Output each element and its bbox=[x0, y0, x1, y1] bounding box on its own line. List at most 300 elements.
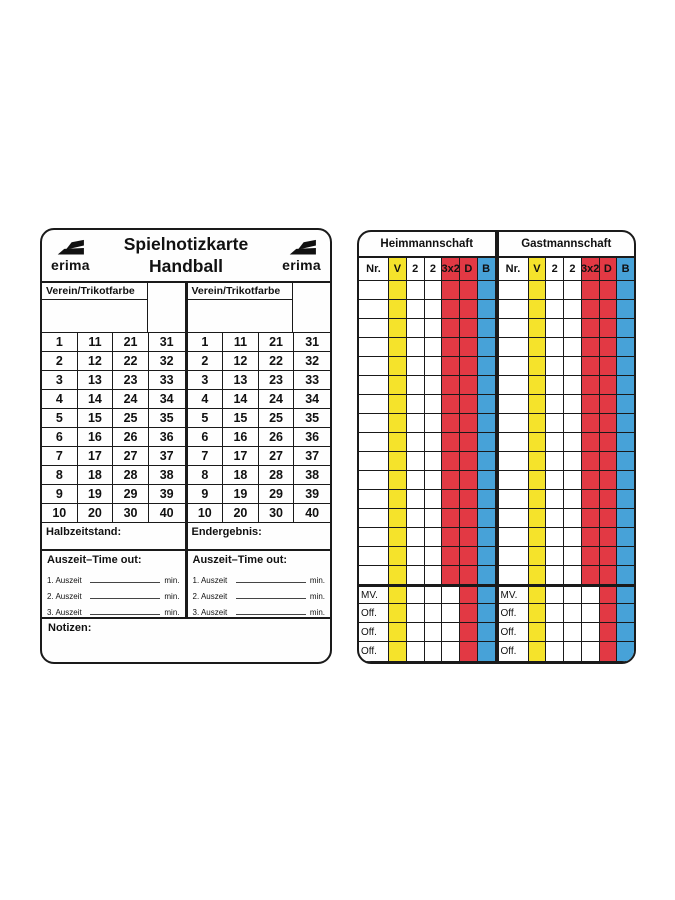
player-cell bbox=[546, 471, 564, 490]
player-cell bbox=[617, 395, 634, 414]
player-cell bbox=[425, 547, 443, 566]
player-cell bbox=[499, 509, 529, 528]
grid-number-cell: 2 bbox=[42, 352, 78, 371]
table-row bbox=[359, 623, 495, 642]
player-cell bbox=[499, 319, 529, 338]
official-cell bbox=[389, 642, 407, 662]
player-cell bbox=[425, 376, 443, 395]
player-cell bbox=[442, 528, 460, 547]
official-cell bbox=[389, 587, 407, 604]
grid-number-cell: 9 bbox=[42, 485, 78, 504]
player-cell bbox=[529, 376, 547, 395]
player-cell bbox=[582, 376, 600, 395]
player-cell bbox=[425, 490, 443, 509]
verein-block bbox=[42, 283, 185, 333]
player-cell bbox=[389, 433, 407, 452]
player-cell bbox=[617, 547, 634, 566]
notes-label: Notizen: bbox=[48, 622, 92, 634]
card-title bbox=[124, 234, 248, 278]
table-row bbox=[499, 471, 635, 490]
table-row bbox=[359, 509, 495, 528]
timeout-label: 2. Auszeit bbox=[47, 592, 82, 601]
grid-number-cell: 22 bbox=[259, 352, 295, 371]
penalty-table bbox=[359, 258, 495, 662]
player-cell bbox=[407, 528, 425, 547]
player-cell bbox=[564, 547, 582, 566]
player-cell bbox=[499, 357, 529, 376]
player-cell bbox=[499, 490, 529, 509]
table-row bbox=[359, 414, 495, 433]
official-label: Off. bbox=[499, 623, 529, 642]
table-row bbox=[359, 604, 495, 623]
column-header-d: D bbox=[460, 258, 478, 281]
official-cell bbox=[389, 604, 407, 623]
table-row bbox=[359, 433, 495, 452]
player-cell bbox=[407, 509, 425, 528]
timeout-row bbox=[193, 569, 326, 585]
grid-number-cell: 35 bbox=[149, 409, 185, 428]
player-cell bbox=[389, 490, 407, 509]
official-label: Off. bbox=[359, 623, 389, 642]
official-cell bbox=[407, 623, 425, 642]
player-cell bbox=[359, 566, 389, 585]
official-cell bbox=[425, 587, 443, 604]
player-cell bbox=[407, 433, 425, 452]
table-row bbox=[499, 585, 635, 604]
player-cell bbox=[442, 471, 460, 490]
grid-number-cell: 1 bbox=[188, 333, 224, 352]
grid-number-cell: 28 bbox=[113, 466, 149, 485]
grid-number-cell: 11 bbox=[223, 333, 259, 352]
grid-number-cell: 29 bbox=[259, 485, 295, 504]
verein-narrow-cell bbox=[147, 283, 185, 332]
player-cell bbox=[442, 395, 460, 414]
player-cell bbox=[478, 338, 495, 357]
grid-number-cell: 24 bbox=[113, 390, 149, 409]
timeout-label: 1. Auszeit bbox=[47, 576, 82, 585]
player-cell bbox=[442, 338, 460, 357]
player-cell bbox=[499, 395, 529, 414]
grid-number-cell: 1 bbox=[42, 333, 78, 352]
player-cell bbox=[460, 471, 478, 490]
grid-number-cell: 37 bbox=[294, 447, 330, 466]
player-cell bbox=[460, 357, 478, 376]
column-header-v: V bbox=[389, 258, 407, 281]
player-cell bbox=[499, 300, 529, 319]
player-cell bbox=[617, 490, 634, 509]
timeout-row bbox=[47, 585, 180, 601]
player-cell bbox=[407, 471, 425, 490]
table-row bbox=[499, 376, 635, 395]
player-cell bbox=[529, 528, 547, 547]
official-cell bbox=[407, 642, 425, 662]
official-cell bbox=[442, 604, 460, 623]
home-penalty-table bbox=[359, 232, 495, 662]
table-row bbox=[359, 300, 495, 319]
timeout-row bbox=[193, 585, 326, 601]
player-cell bbox=[478, 414, 495, 433]
player-cell bbox=[600, 357, 618, 376]
player-cell bbox=[425, 452, 443, 471]
player-cell bbox=[407, 452, 425, 471]
player-cell bbox=[460, 433, 478, 452]
grid-number-cell: 34 bbox=[149, 390, 185, 409]
official-label: MV. bbox=[499, 587, 529, 604]
player-cell bbox=[407, 300, 425, 319]
player-cell bbox=[529, 566, 547, 585]
grid-number-cell: 36 bbox=[149, 428, 185, 447]
player-cell bbox=[529, 414, 547, 433]
table-row bbox=[359, 642, 495, 662]
erima-wordmark: erima bbox=[282, 257, 321, 273]
grid-number-cell: 25 bbox=[113, 409, 149, 428]
player-cell bbox=[359, 376, 389, 395]
grid-number-cell: 27 bbox=[259, 447, 295, 466]
player-cell bbox=[499, 338, 529, 357]
timeout-min-label: min. bbox=[309, 576, 325, 585]
player-cell bbox=[425, 414, 443, 433]
player-cell bbox=[359, 490, 389, 509]
official-cell bbox=[460, 587, 478, 604]
grid-number-cell: 29 bbox=[113, 485, 149, 504]
grid-number-cell: 27 bbox=[113, 447, 149, 466]
table-row bbox=[499, 395, 635, 414]
grid-number-cell: 13 bbox=[223, 371, 259, 390]
player-cell bbox=[564, 395, 582, 414]
player-cell bbox=[546, 376, 564, 395]
player-cell bbox=[582, 414, 600, 433]
grid-number-cell: 28 bbox=[259, 466, 295, 485]
player-cell bbox=[564, 509, 582, 528]
player-cell bbox=[359, 414, 389, 433]
grid-number-cell: 8 bbox=[188, 466, 224, 485]
player-cell bbox=[546, 414, 564, 433]
player-cell bbox=[359, 509, 389, 528]
player-cell bbox=[546, 528, 564, 547]
verein-narrow-cell bbox=[292, 283, 330, 332]
player-cell bbox=[564, 452, 582, 471]
spielnotizkarte-card bbox=[40, 228, 332, 664]
player-cell bbox=[564, 357, 582, 376]
player-cell bbox=[442, 281, 460, 300]
left-card-body bbox=[42, 283, 330, 617]
grid-number-cell: 38 bbox=[294, 466, 330, 485]
column-header-2: 2 bbox=[564, 258, 582, 281]
player-cell bbox=[546, 547, 564, 566]
timeout-rows bbox=[193, 569, 326, 617]
player-cell bbox=[460, 300, 478, 319]
timeout-section bbox=[42, 551, 185, 617]
player-cell bbox=[389, 528, 407, 547]
player-cell bbox=[389, 566, 407, 585]
grid-number-cell: 18 bbox=[78, 466, 114, 485]
grid-number-cell: 14 bbox=[78, 390, 114, 409]
player-cell bbox=[389, 414, 407, 433]
verein-writing-area bbox=[42, 300, 147, 332]
player-cell bbox=[499, 452, 529, 471]
table-row bbox=[359, 281, 495, 300]
table-row bbox=[499, 623, 635, 642]
player-cell bbox=[582, 471, 600, 490]
grid-number-cell: 30 bbox=[259, 504, 295, 523]
player-cell bbox=[460, 566, 478, 585]
player-cell bbox=[407, 547, 425, 566]
table-row bbox=[359, 471, 495, 490]
player-cell bbox=[617, 319, 634, 338]
grid-number-cell: 17 bbox=[78, 447, 114, 466]
player-cell bbox=[600, 319, 618, 338]
table-row bbox=[499, 414, 635, 433]
player-cell bbox=[442, 357, 460, 376]
player-cell bbox=[478, 433, 495, 452]
player-cell bbox=[564, 433, 582, 452]
official-cell bbox=[600, 623, 618, 642]
player-cell bbox=[546, 566, 564, 585]
grid-number-cell: 23 bbox=[113, 371, 149, 390]
player-cell bbox=[442, 547, 460, 566]
grid-number-cell: 12 bbox=[223, 352, 259, 371]
official-cell bbox=[582, 604, 600, 623]
timeout-label: 3. Auszeit bbox=[47, 608, 82, 617]
table-row bbox=[499, 509, 635, 528]
player-cell bbox=[546, 300, 564, 319]
grid-number-cell: 16 bbox=[223, 428, 259, 447]
player-cell bbox=[600, 528, 618, 547]
player-cell bbox=[546, 338, 564, 357]
player-cell bbox=[359, 338, 389, 357]
grid-number-cell: 15 bbox=[223, 409, 259, 428]
player-cell bbox=[499, 471, 529, 490]
player-cell bbox=[499, 433, 529, 452]
timeout-row bbox=[193, 601, 326, 617]
player-cell bbox=[582, 433, 600, 452]
player-cell bbox=[564, 471, 582, 490]
official-cell bbox=[582, 587, 600, 604]
player-cell bbox=[425, 528, 443, 547]
player-cell bbox=[617, 300, 634, 319]
player-cell bbox=[425, 471, 443, 490]
player-cell bbox=[425, 433, 443, 452]
player-cell bbox=[600, 395, 618, 414]
grid-number-cell: 35 bbox=[294, 409, 330, 428]
grid-number-cell: 39 bbox=[149, 485, 185, 504]
table-row bbox=[359, 528, 495, 547]
player-cell bbox=[600, 338, 618, 357]
table-row bbox=[499, 528, 635, 547]
official-cell bbox=[617, 623, 634, 642]
player-cell bbox=[425, 319, 443, 338]
player-cell bbox=[546, 319, 564, 338]
player-cell bbox=[407, 319, 425, 338]
player-cell bbox=[389, 376, 407, 395]
column-header-d: D bbox=[600, 258, 618, 281]
player-cell bbox=[407, 414, 425, 433]
player-cell bbox=[617, 452, 634, 471]
player-cell bbox=[425, 509, 443, 528]
notes-section bbox=[42, 617, 330, 662]
grid-number-cell: 4 bbox=[42, 390, 78, 409]
grid-number-cell: 4 bbox=[188, 390, 224, 409]
verein-label: Verein/Trikotfarbe bbox=[188, 283, 293, 300]
verein-main bbox=[188, 283, 293, 332]
grid-number-cell: 26 bbox=[113, 428, 149, 447]
player-cell bbox=[564, 338, 582, 357]
official-cell bbox=[478, 587, 495, 604]
player-cell bbox=[425, 300, 443, 319]
player-cell bbox=[460, 376, 478, 395]
player-cell bbox=[582, 319, 600, 338]
table-row bbox=[359, 338, 495, 357]
player-cell bbox=[617, 281, 634, 300]
card-title-line2: Handball bbox=[149, 255, 223, 276]
grid-number-cell: 32 bbox=[149, 352, 185, 371]
grid-number-cell: 40 bbox=[149, 504, 185, 523]
player-cell bbox=[460, 452, 478, 471]
grid-number-cell: 20 bbox=[223, 504, 259, 523]
player-cell bbox=[478, 452, 495, 471]
player-cell bbox=[359, 395, 389, 414]
verein-label: Verein/Trikotfarbe bbox=[42, 283, 147, 300]
grid-number-cell: 22 bbox=[113, 352, 149, 371]
official-cell bbox=[425, 623, 443, 642]
grid-number-cell: 20 bbox=[78, 504, 114, 523]
table-row bbox=[499, 433, 635, 452]
guest-team-header: Gastmannschaft bbox=[499, 232, 635, 258]
player-cell bbox=[460, 414, 478, 433]
player-cell bbox=[389, 357, 407, 376]
table-row bbox=[499, 281, 635, 300]
column-header-3x2: 3x2 bbox=[442, 258, 460, 281]
player-cell bbox=[389, 452, 407, 471]
official-cell bbox=[617, 642, 634, 662]
player-cell bbox=[478, 357, 495, 376]
player-cell bbox=[359, 433, 389, 452]
grid-number-cell: 23 bbox=[259, 371, 295, 390]
column-header-b: B bbox=[478, 258, 495, 281]
grid-number-cell: 33 bbox=[294, 371, 330, 390]
grid-number-cell: 13 bbox=[78, 371, 114, 390]
player-cell bbox=[529, 281, 547, 300]
player-cell bbox=[529, 490, 547, 509]
player-cell bbox=[582, 300, 600, 319]
player-cell bbox=[425, 357, 443, 376]
player-cell bbox=[460, 338, 478, 357]
player-cell bbox=[529, 452, 547, 471]
official-cell bbox=[529, 587, 547, 604]
timeout-min-label: min. bbox=[164, 576, 180, 585]
goal-number-grid bbox=[188, 333, 331, 523]
player-cell bbox=[564, 566, 582, 585]
player-cell bbox=[617, 433, 634, 452]
timeout-min-label: min. bbox=[309, 608, 325, 617]
player-cell bbox=[442, 452, 460, 471]
official-cell bbox=[564, 642, 582, 662]
table-row bbox=[359, 566, 495, 585]
player-cell bbox=[359, 528, 389, 547]
timeout-section bbox=[188, 551, 331, 617]
player-cell bbox=[442, 319, 460, 338]
player-cell bbox=[407, 395, 425, 414]
player-cell bbox=[478, 547, 495, 566]
erima-wing-icon bbox=[55, 239, 85, 257]
official-cell bbox=[546, 623, 564, 642]
official-cell bbox=[407, 587, 425, 604]
player-cell bbox=[425, 566, 443, 585]
grid-number-cell: 6 bbox=[42, 428, 78, 447]
player-cell bbox=[442, 433, 460, 452]
table-row bbox=[499, 604, 635, 623]
player-cell bbox=[564, 281, 582, 300]
player-cell bbox=[442, 414, 460, 433]
player-cell bbox=[425, 281, 443, 300]
column-header-nr: Nr. bbox=[359, 258, 389, 281]
player-cell bbox=[460, 490, 478, 509]
player-cell bbox=[389, 300, 407, 319]
home-team-header: Heimmannschaft bbox=[359, 232, 495, 258]
official-cell bbox=[529, 604, 547, 623]
official-cell bbox=[460, 623, 478, 642]
card-title-line1: Spielnotizkarte bbox=[123, 233, 249, 254]
table-row bbox=[499, 357, 635, 376]
grid-number-cell: 39 bbox=[294, 485, 330, 504]
player-cell bbox=[407, 566, 425, 585]
official-cell bbox=[546, 587, 564, 604]
player-cell bbox=[600, 300, 618, 319]
grid-number-cell: 2 bbox=[188, 352, 224, 371]
player-cell bbox=[600, 376, 618, 395]
table-row bbox=[359, 452, 495, 471]
grid-number-cell: 26 bbox=[259, 428, 295, 447]
player-cell bbox=[529, 547, 547, 566]
halftime-score-label: Halbzeitstand: bbox=[46, 526, 122, 538]
player-cell bbox=[499, 281, 529, 300]
table-row bbox=[499, 452, 635, 471]
official-cell bbox=[564, 623, 582, 642]
player-cell bbox=[617, 566, 634, 585]
official-cell bbox=[478, 642, 495, 662]
player-cell bbox=[389, 509, 407, 528]
verein-main bbox=[42, 283, 147, 332]
player-cell bbox=[529, 509, 547, 528]
player-cell bbox=[478, 300, 495, 319]
player-cell bbox=[407, 281, 425, 300]
player-cell bbox=[478, 376, 495, 395]
player-cell bbox=[460, 509, 478, 528]
table-row bbox=[499, 566, 635, 585]
grid-number-cell: 21 bbox=[113, 333, 149, 352]
player-cell bbox=[564, 528, 582, 547]
timeout-writing-line bbox=[236, 614, 306, 615]
player-cell bbox=[442, 300, 460, 319]
column-header-2: 2 bbox=[407, 258, 425, 281]
player-cell bbox=[389, 281, 407, 300]
player-cell bbox=[499, 528, 529, 547]
player-cell bbox=[389, 547, 407, 566]
player-cell bbox=[617, 376, 634, 395]
player-cell bbox=[564, 300, 582, 319]
player-cell bbox=[389, 395, 407, 414]
player-cell bbox=[389, 338, 407, 357]
grid-number-cell: 40 bbox=[294, 504, 330, 523]
player-cell bbox=[600, 547, 618, 566]
player-cell bbox=[442, 566, 460, 585]
player-cell bbox=[407, 490, 425, 509]
penalty-table-card bbox=[357, 230, 636, 664]
column-header-3x2: 3x2 bbox=[582, 258, 600, 281]
table-row bbox=[499, 642, 635, 662]
timeout-header: Auszeit–Time out: bbox=[47, 554, 142, 566]
erima-brand-right bbox=[282, 239, 321, 272]
